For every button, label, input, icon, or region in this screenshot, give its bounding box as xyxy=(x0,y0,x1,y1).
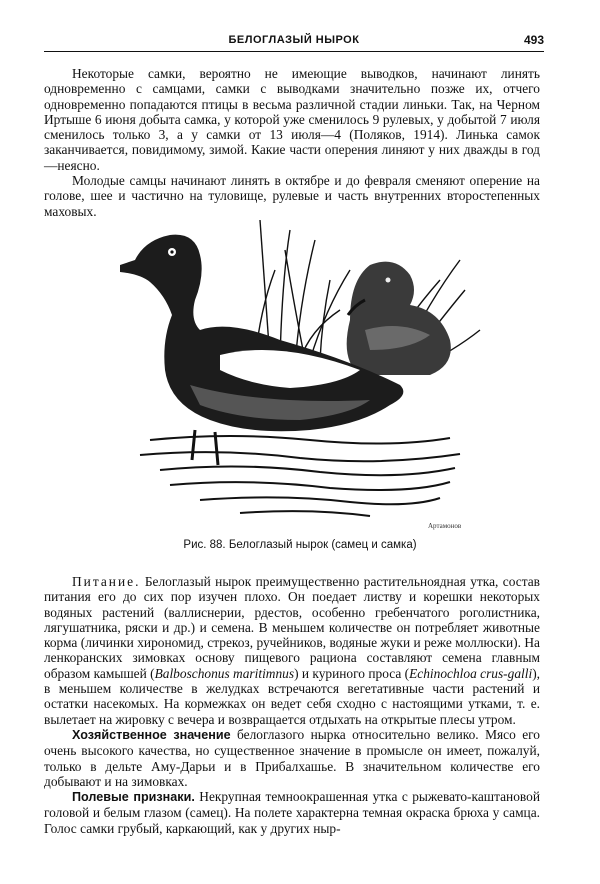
feeding-section xyxy=(44,574,540,836)
molt-section xyxy=(44,66,540,219)
running-header xyxy=(44,34,544,50)
field-marks-heading: Полевые признаки. xyxy=(72,790,195,805)
page-number: 493 xyxy=(523,33,544,47)
figure-caption: Рис. 88. Белоглазый нырок (самец и самка) xyxy=(183,539,417,551)
header-title: БЕЛОГЛАЗЫЙ НЫРОК xyxy=(228,34,360,46)
economic-heading: Хозяйственное значение xyxy=(72,727,231,742)
female-duck xyxy=(347,262,451,375)
header-rule xyxy=(44,51,544,52)
feeding-heading: Питание. xyxy=(72,574,141,589)
artist-signature: Артамонов xyxy=(428,522,462,530)
feeding-text-a: Белоглазый нырок преимущественно растительноядная утка, состав питания его до сих пор изучен плохо. Он поедает листву и корешки некоторых водяных растений (валлиснерии, рдестов, особенно гребенчатого роголистника, лягушатника, ряски и др.) и семена. В меньшем количестве он потребляет животные корма (личинки хирономид, стрекоз, ручейников, водяные жуки и реже моллюски). На ленкоранских зимовках основу пищевого рациона составляют семена главным образом камышей ( xyxy=(44,574,540,681)
duck-illustration xyxy=(110,210,490,540)
paragraph-field-marks xyxy=(44,789,540,836)
field-marks-text: Некрупная темноокрашенная утка с рыжевато-каштановой головой и белым глазом (самец). На полете характерна темная окраска брюха у самца. Голос самки грубый, каркающий, как у других ныр- xyxy=(44,789,540,836)
economic-text: белоглазого нырка относительно велико. Мясо его очень высокого качества, но существенное значение в промысле он имеет, пожалуй, только в дельте Аму-Дарьи и в Прибалхашье. В значительном количестве его добывают и на зимовках. xyxy=(44,726,541,789)
latin-name-1: Balboschonus maritimnus xyxy=(154,665,295,681)
paragraph-feeding xyxy=(44,574,540,727)
latin-name-2: Echinochloa crus-galli xyxy=(409,665,533,681)
paragraph-molt-females: Некоторые самки, вероятно не имеющие выводков, начинают линять одновременно с самцами, самки с выводками значительно позже их, отчего одновременно попадаются птицы в весьма различной стадии линьки. Так, на Черном Иртыше 6 июня добыта самка, у которой уже сменилось 9 рулевых, у добытой 7 июля сменилось только 3, а у самки от 13 июля—4 (Поляков, 1914). Линька самок заканчивается, повидимому, зимой. Какие части оперения линяют у них дважды в год—неясно. xyxy=(44,66,540,173)
feeding-text-b: ) и куриного проса ( xyxy=(294,665,410,681)
paragraph-economic xyxy=(44,727,540,789)
paragraph-molt-young-males: Молодые самцы начинают линять в октябре и до февраля сменяют оперение на голове, шее и частично на туловище, рулевые и часть внутренних второстепенных маховых. xyxy=(44,173,540,219)
feeding-text-c: ), в меньшем количестве в желудках встречаются вегетативные части растений и остатки насекомых. На кормежках он ведет себя сходно с настоящими утками, т. е. вылетает на жировку с вечера и возвращается отдыхать на открытые плесы утром. xyxy=(44,665,541,727)
water-ripples xyxy=(140,436,460,516)
